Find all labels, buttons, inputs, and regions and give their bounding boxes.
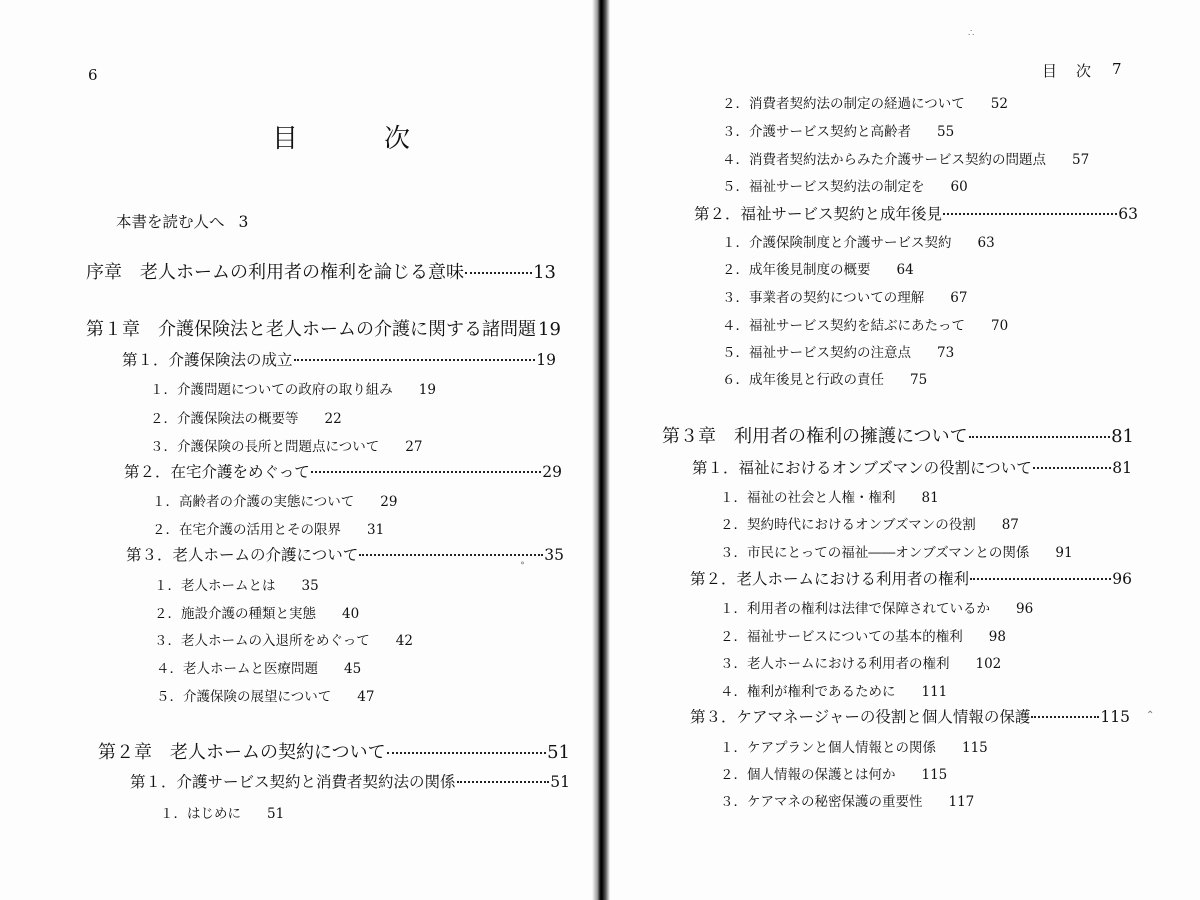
toc-subsection: １．介護保険制度と介護サービス契約 63 — [722, 235, 995, 251]
dot-leader — [465, 272, 532, 274]
toc-subsection: ３．介護保険の長所と問題点について 27 — [150, 439, 423, 455]
dot-leader — [311, 471, 542, 473]
toc-subsection: ４．消費者契約法からみた介護サービス契約の問題点 57 — [722, 152, 1090, 168]
toc-subsection: ２．消費者契約法の制定の経過について 52 — [722, 96, 1008, 112]
toc-subsection: ５．福祉サービス契約法の制定を 60 — [722, 179, 968, 195]
dot-leader — [969, 436, 1110, 438]
dot-leader — [1033, 467, 1112, 469]
toc-subsection: ３．老人ホームにおける利用者の権利 102 — [720, 656, 1002, 672]
toc-section: 第２．在宅介護をめぐって 29 — [124, 463, 562, 481]
toc-subsection: ３．老人ホームの入退所をめぐって 42 — [154, 633, 413, 649]
toc-subsection: ４．権利が権利であるために 111 — [720, 684, 948, 700]
toc-section: 第１．介護保険法の成立 19 — [122, 351, 556, 369]
toc-subsection: １．はじめに 51 — [160, 806, 285, 822]
toc-subsection: ３．介護サービス契約と高齢者 55 — [722, 124, 955, 140]
print-speck: ∴ — [968, 28, 975, 39]
toc-chapter: 第２章 老人ホームの契約について 51 — [98, 742, 570, 763]
toc-subsection: ４．老人ホームと医療問題 45 — [156, 661, 362, 677]
toc-chapter: 序章 老人ホームの利用者の権利を論じる意味 13 — [86, 262, 556, 283]
toc-subsection: ２．施設介護の種類と実態 40 — [154, 606, 360, 622]
toc-subsection: ３．ケアマネの秘密保護の重要性 117 — [720, 794, 975, 810]
dot-leader — [387, 752, 546, 754]
toc-chapter: 第１章 介護保険法と老人ホームの介護に関する諸問題 19 — [86, 319, 561, 340]
toc-subsection: ２．福祉サービスについての基本的権利 98 — [720, 629, 1006, 645]
toc-subsection: ２．契約時代におけるオンブズマンの役割 87 — [720, 517, 1019, 533]
toc-section: 第２．老人ホームにおける利用者の権利 96 — [690, 570, 1132, 588]
toc-subsection: １．高齢者の介護の実態について 29 — [152, 494, 398, 510]
toc-section: 第１．福祉におけるオンブズマンの役割について 81 — [692, 459, 1132, 477]
toc-subsection: ２．介護保険法の概要等 22 — [150, 411, 342, 427]
toc-subsection: １．利用者の権利は法律で保障されているか 96 — [720, 601, 1034, 617]
dot-leader — [294, 359, 536, 361]
toc-subsection: ５．介護保険の展望について 47 — [156, 689, 375, 705]
toc-subsection: ３．市民にとっての福祉――オンブズマンとの関係 91 — [720, 545, 1073, 561]
toc-title: 目 次 — [272, 124, 441, 154]
toc-section: 第１．介護サービス契約と消費者契約法の関係 51 — [130, 773, 570, 791]
toc-subsection: ２．個人情報の保護とは何か 115 — [720, 767, 948, 783]
right-page-number: 7 — [1112, 60, 1122, 78]
dot-leader — [943, 213, 1117, 215]
toc-subsection: １．福祉の社会と人権・権利 81 — [720, 490, 939, 506]
toc-section: 第３．ケアマネージャーの役割と個人情報の保護 115 — [690, 708, 1130, 726]
toc-section: 第３．老人ホームの介護について 35 — [126, 546, 564, 564]
left-page-number: 6 — [88, 66, 98, 84]
dot-leader — [970, 578, 1111, 580]
dot-leader — [1031, 716, 1099, 718]
toc-subsection: ４．福祉サービス契約を結ぶにあたって 70 — [722, 318, 1009, 334]
toc-subsection: ６．成年後見と行政の責任 75 — [722, 372, 928, 388]
toc-entry: 本書を読む人へ 3 — [116, 213, 249, 231]
running-head: 目 次 — [1042, 62, 1094, 80]
dot-leader — [457, 781, 550, 783]
toc-chapter: 第３章 利用者の権利の擁護について 81 — [662, 426, 1134, 447]
print-speck: ⌃ — [1146, 710, 1155, 721]
toc-subsection: ２．成年後見制度の概要 64 — [722, 262, 914, 278]
right-page — [602, 0, 1200, 900]
toc-subsection: １．介護問題についての政府の取り組み 19 — [150, 382, 436, 398]
print-speck: ∘ — [520, 558, 525, 569]
left-page — [0, 0, 596, 900]
toc-subsection: ５．福祉サービス契約の注意点 73 — [722, 345, 955, 361]
toc-section: 第２．福祉サービス契約と成年後見 63 — [694, 205, 1138, 223]
toc-subsection: ３．事業者の契約についての理解 67 — [722, 290, 968, 306]
toc-subsection: １．ケアプランと個人情報との関係 115 — [720, 740, 988, 756]
toc-subsection: ２．在宅介護の活用とその限界 31 — [152, 522, 385, 538]
toc-subsection: １．老人ホームとは 35 — [154, 578, 319, 594]
dot-leader — [359, 554, 543, 556]
